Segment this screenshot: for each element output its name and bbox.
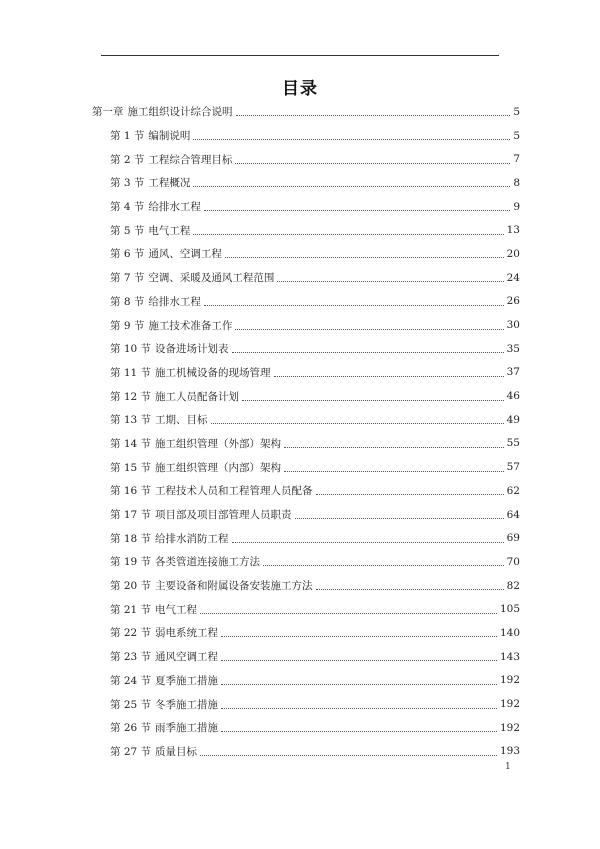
- toc-section-entry[interactable]: [0, 147, 600, 171]
- toc-entry-number: 第 25 节: [110, 698, 152, 711]
- toc-section-entry[interactable]: [0, 597, 600, 621]
- toc-entry-number: 第 11 节: [110, 366, 152, 379]
- toc-entry-number: 第 6 节: [110, 248, 145, 261]
- toc-entry-number: 第 16 节: [110, 485, 152, 498]
- toc-entry-title: 雨季施工措施: [155, 722, 219, 735]
- toc-entry-number: 第 7 节: [110, 272, 145, 285]
- toc-entry-title: 给排水消防工程: [155, 532, 229, 545]
- toc-entry-number: 第 26 节: [110, 722, 152, 735]
- toc-entry-title: 给排水工程: [148, 295, 201, 308]
- toc-entry-label: [110, 128, 190, 143]
- dot-leader: [200, 755, 497, 756]
- toc-entry-title: 夏季施工措施: [155, 674, 219, 687]
- toc-entry-title: 通风、空调工程: [148, 248, 222, 261]
- toc-entry-page: 143: [499, 650, 520, 663]
- toc-entry-title: 施工组织管理（外部）架构: [155, 437, 282, 450]
- toc-section-entry[interactable]: [0, 550, 600, 574]
- page-number: 1: [505, 762, 511, 772]
- toc-entry-label: [110, 483, 313, 498]
- toc-entry-title: 通风空调工程: [155, 651, 219, 664]
- toc-entry-number: 第 12 节: [110, 390, 152, 403]
- dot-leader: [277, 281, 503, 282]
- toc-chapter-entry[interactable]: [0, 100, 600, 124]
- dot-leader: [204, 210, 510, 211]
- toc-entry-label: [110, 223, 190, 238]
- toc-entry-title: 电气工程: [148, 224, 191, 237]
- toc-section-entry[interactable]: [0, 740, 600, 764]
- toc-entry-label: [110, 744, 197, 759]
- toc-entry-label: [110, 294, 201, 309]
- dot-leader: [235, 329, 503, 330]
- toc-entry-page: 192: [499, 674, 520, 687]
- toc-section-entry[interactable]: [0, 479, 600, 503]
- toc-entry-label: [110, 199, 201, 214]
- toc-entry-number: 第 4 节: [110, 201, 145, 214]
- toc-entry-label: [110, 270, 274, 285]
- toc-entry-label: [110, 389, 239, 404]
- toc-entry-number: 第 24 节: [110, 674, 152, 687]
- toc-entry-page: 26: [506, 295, 520, 308]
- toc-entry-label: [110, 673, 218, 688]
- toc-entry-number: 第 27 节: [110, 745, 152, 758]
- toc-section-entry[interactable]: [0, 716, 600, 740]
- dot-leader: [274, 376, 504, 377]
- toc-entry-title: 工程综合管理目标: [148, 153, 233, 166]
- toc-entry-title: 各类管道连接施工方法: [155, 556, 261, 569]
- toc-section-entry[interactable]: [0, 124, 600, 148]
- toc-entry-title: 施工人员配备计划: [155, 390, 240, 403]
- toc-entry-page: 57: [506, 461, 520, 474]
- toc-entry-number: 第 23 节: [110, 651, 152, 664]
- toc-section-entry[interactable]: [0, 195, 600, 219]
- toc-entry-number: 第 1 节: [110, 130, 145, 143]
- toc-entry-page: 82: [506, 579, 520, 592]
- toc-entry-page: 192: [499, 721, 520, 734]
- toc-entry-title: 主要设备和附属设备安装施工方法: [155, 580, 313, 593]
- toc-entry-label: [110, 697, 218, 712]
- toc-entry-label: [110, 246, 222, 261]
- toc-entry-title: 施工组织管理（内部）架构: [155, 461, 282, 474]
- toc-section-entry[interactable]: [0, 290, 600, 314]
- toc-section-entry[interactable]: [0, 526, 600, 550]
- toc-entry-number: 第 10 节: [110, 343, 152, 356]
- toc-section-entry[interactable]: [0, 266, 600, 290]
- toc-entry-label: [110, 175, 190, 190]
- dot-leader: [225, 257, 504, 258]
- toc-entry-page: 193: [499, 745, 520, 758]
- dot-leader: [242, 400, 504, 401]
- toc-section-entry[interactable]: [0, 384, 600, 408]
- dot-leader: [204, 305, 504, 306]
- toc-entry-title: 编制说明: [148, 130, 191, 143]
- toc-entry-number: 第一章: [92, 106, 124, 119]
- dot-leader: [221, 636, 497, 637]
- toc-section-entry[interactable]: [0, 171, 600, 195]
- toc-entry-number: 第 17 节: [110, 509, 152, 522]
- toc-entry-title: 施工技术准备工作: [148, 319, 233, 332]
- toc-entry-page: 30: [506, 319, 520, 332]
- toc-entry-page: 24: [506, 271, 520, 284]
- toc-section-entry[interactable]: [0, 337, 600, 361]
- toc-entry-label: [110, 507, 292, 522]
- toc-entry-number: 第 18 节: [110, 532, 152, 545]
- toc-entry-label: [110, 412, 208, 427]
- dot-leader: [221, 684, 497, 685]
- toc-entry-label: [110, 625, 218, 640]
- toc-entry-page: 140: [499, 626, 520, 639]
- header-rule: [101, 55, 499, 56]
- dot-leader: [221, 660, 497, 661]
- toc-entry-number: 第 9 节: [110, 319, 145, 332]
- toc-section-entry[interactable]: [0, 669, 600, 693]
- toc-entry-label: [110, 649, 218, 664]
- dot-leader: [221, 731, 497, 732]
- toc-entry-label: [110, 720, 218, 735]
- toc-entry-page: 20: [506, 247, 520, 260]
- toc-entry-label: [92, 104, 233, 119]
- toc-entry-page: 192: [499, 698, 520, 711]
- toc-entry-label: [110, 578, 313, 593]
- toc-entry-label: [110, 152, 232, 167]
- toc-entry-label: [110, 365, 271, 380]
- toc-entry-page: 37: [506, 366, 520, 379]
- toc-entry-label: [110, 554, 260, 569]
- toc-entry-title: 工程概况: [148, 177, 191, 190]
- toc-entry-title: 施工机械设备的现场管理: [155, 366, 271, 379]
- dot-leader: [232, 352, 504, 353]
- toc-section-entry[interactable]: [0, 503, 600, 527]
- dot-leader: [221, 708, 497, 709]
- toc-section-entry[interactable]: [0, 361, 600, 385]
- dot-leader: [211, 423, 504, 424]
- toc-entry-number: 第 15 节: [110, 461, 152, 474]
- toc-entry-page: 5: [513, 105, 520, 118]
- dot-leader: [295, 518, 504, 519]
- dot-leader: [200, 613, 497, 614]
- toc-section-entry[interactable]: [0, 645, 600, 669]
- dot-leader: [284, 471, 504, 472]
- toc-entry-page: 7: [513, 153, 520, 166]
- toc-entry-page: 49: [506, 413, 520, 426]
- toc-section-entry[interactable]: [0, 455, 600, 479]
- toc-entry-page: 46: [506, 390, 520, 403]
- toc-section-entry[interactable]: [0, 432, 600, 456]
- toc-entry-label: [110, 460, 281, 475]
- toc-entry-title: 质量目标: [155, 745, 198, 758]
- toc-entry-page: 5: [513, 129, 520, 142]
- dot-leader: [284, 447, 504, 448]
- toc-entry-number: 第 2 节: [110, 153, 145, 166]
- toc-entry-title: 工期、目标: [155, 414, 208, 427]
- toc-entry-page: 9: [513, 200, 520, 213]
- toc-entry-number: 第 8 节: [110, 295, 145, 308]
- toc-entry-number: 第 21 节: [110, 603, 152, 616]
- toc-section-entry[interactable]: [0, 621, 600, 645]
- toc-entry-page: 64: [506, 508, 520, 521]
- toc-entry-number: 第 13 节: [110, 414, 152, 427]
- dot-leader: [316, 589, 504, 590]
- toc-entry-label: [110, 602, 197, 617]
- toc-entry-page: 69: [506, 532, 520, 545]
- toc-entry-label: [110, 436, 281, 451]
- toc-entry-page: 62: [506, 484, 520, 497]
- toc-entry-number: 第 22 节: [110, 627, 152, 640]
- toc-entry-title: 项目部及项目部管理人员职责: [155, 509, 292, 522]
- toc-entry-number: 第 5 节: [110, 224, 145, 237]
- toc-entry-title: 工程技术人员和工程管理人员配备: [155, 485, 313, 498]
- toc-entry-page: 70: [506, 555, 520, 568]
- toc-entry-label: [110, 341, 229, 356]
- dot-leader: [236, 115, 511, 116]
- toc-section-entry[interactable]: [0, 218, 600, 242]
- page-title: 目录: [282, 79, 318, 99]
- toc-entry-page: 55: [506, 437, 520, 450]
- dot-leader: [232, 542, 504, 543]
- toc-entry-label: [110, 531, 229, 546]
- table-of-contents: [0, 100, 600, 763]
- toc-section-entry[interactable]: [0, 313, 600, 337]
- toc-section-entry[interactable]: [0, 408, 600, 432]
- toc-section-entry[interactable]: [0, 242, 600, 266]
- toc-entry-number: 第 3 节: [110, 177, 145, 190]
- dot-leader: [316, 494, 504, 495]
- toc-entry-number: 第 20 节: [110, 580, 152, 593]
- toc-entry-title: 设备进场计划表: [155, 343, 229, 356]
- dot-leader: [193, 186, 510, 187]
- toc-section-entry[interactable]: [0, 574, 600, 598]
- toc-entry-title: 空调、采暖及通风工程范围: [148, 272, 275, 285]
- dot-leader: [193, 234, 503, 235]
- toc-section-entry[interactable]: [0, 692, 600, 716]
- toc-entry-page: 105: [499, 603, 520, 616]
- dot-leader: [235, 163, 510, 164]
- toc-entry-label: [110, 318, 232, 333]
- dot-leader: [263, 565, 504, 566]
- toc-entry-page: 13: [506, 224, 520, 237]
- toc-entry-title: 给排水工程: [148, 201, 201, 214]
- toc-entry-number: 第 19 节: [110, 556, 152, 569]
- toc-entry-title: 弱电系统工程: [155, 627, 219, 640]
- dot-leader: [193, 139, 510, 140]
- toc-entry-number: 第 14 节: [110, 437, 152, 450]
- toc-entry-page: 35: [506, 342, 520, 355]
- toc-entry-title: 电气工程: [155, 603, 198, 616]
- toc-entry-title: 冬季施工措施: [155, 698, 219, 711]
- toc-entry-page: 8: [513, 176, 520, 189]
- toc-entry-title: 施工组织设计综合说明: [127, 106, 233, 119]
